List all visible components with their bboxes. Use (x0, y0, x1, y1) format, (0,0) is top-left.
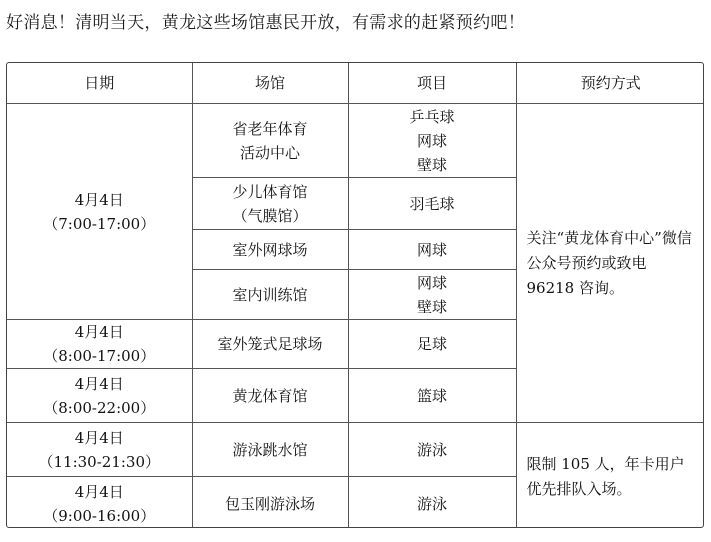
headline: 好消息！清明当天，黄龙这些场馆惠民开放，有需求的赶紧预约吧！ (6, 13, 525, 33)
date-cell: 4月4日 （11:30-21:30） (7, 423, 192, 477)
venue-cell: 包玉刚游泳场 (192, 477, 348, 529)
header-venue: 场馆 (192, 63, 348, 104)
project-cell: 游泳 (348, 477, 516, 529)
schedule-table (6, 62, 704, 528)
venue-cell: 少儿体育馆 （气膜馆） (192, 178, 348, 230)
venue-cell: 室外笼式足球场 (192, 320, 348, 369)
venue-cell: 游泳跳水馆 (192, 423, 348, 477)
date-cell: 4月4日 （8:00-22:00） (7, 369, 192, 423)
project-cell: 网球 (348, 230, 516, 270)
header-project: 项目 (348, 63, 516, 104)
venue-cell: 室内训练馆 (192, 270, 348, 320)
project-cell: 足球 (348, 320, 516, 369)
venue-cell: 黄龙体育馆 (192, 369, 348, 423)
project-cell: 网球 壁球 (348, 270, 516, 320)
project-cell: 乒乓球 网球 壁球 (348, 104, 516, 178)
date-cell: 4月4日 （8:00-17:00） (7, 320, 192, 369)
method-cell: 关注“黄龙体育中心”微信公众号预约或致电 96218 咨询。 (516, 104, 704, 423)
header-date: 日期 (7, 63, 192, 104)
table-row (7, 104, 704, 178)
header-row (7, 63, 704, 104)
date-cell: 4月4日 （9:00-16:00） (7, 477, 192, 529)
table-row (7, 423, 704, 477)
date-cell: 4月4日 （7:00-17:00） (7, 104, 192, 320)
header-method: 预约方式 (516, 63, 704, 104)
venue-cell: 省老年体育 活动中心 (192, 104, 348, 178)
venue-cell: 室外网球场 (192, 230, 348, 270)
method-cell: 限制 105 人，年卡用户优先排队入场。 (516, 423, 704, 529)
project-cell: 羽毛球 (348, 178, 516, 230)
project-cell: 游泳 (348, 423, 516, 477)
project-cell: 篮球 (348, 369, 516, 423)
